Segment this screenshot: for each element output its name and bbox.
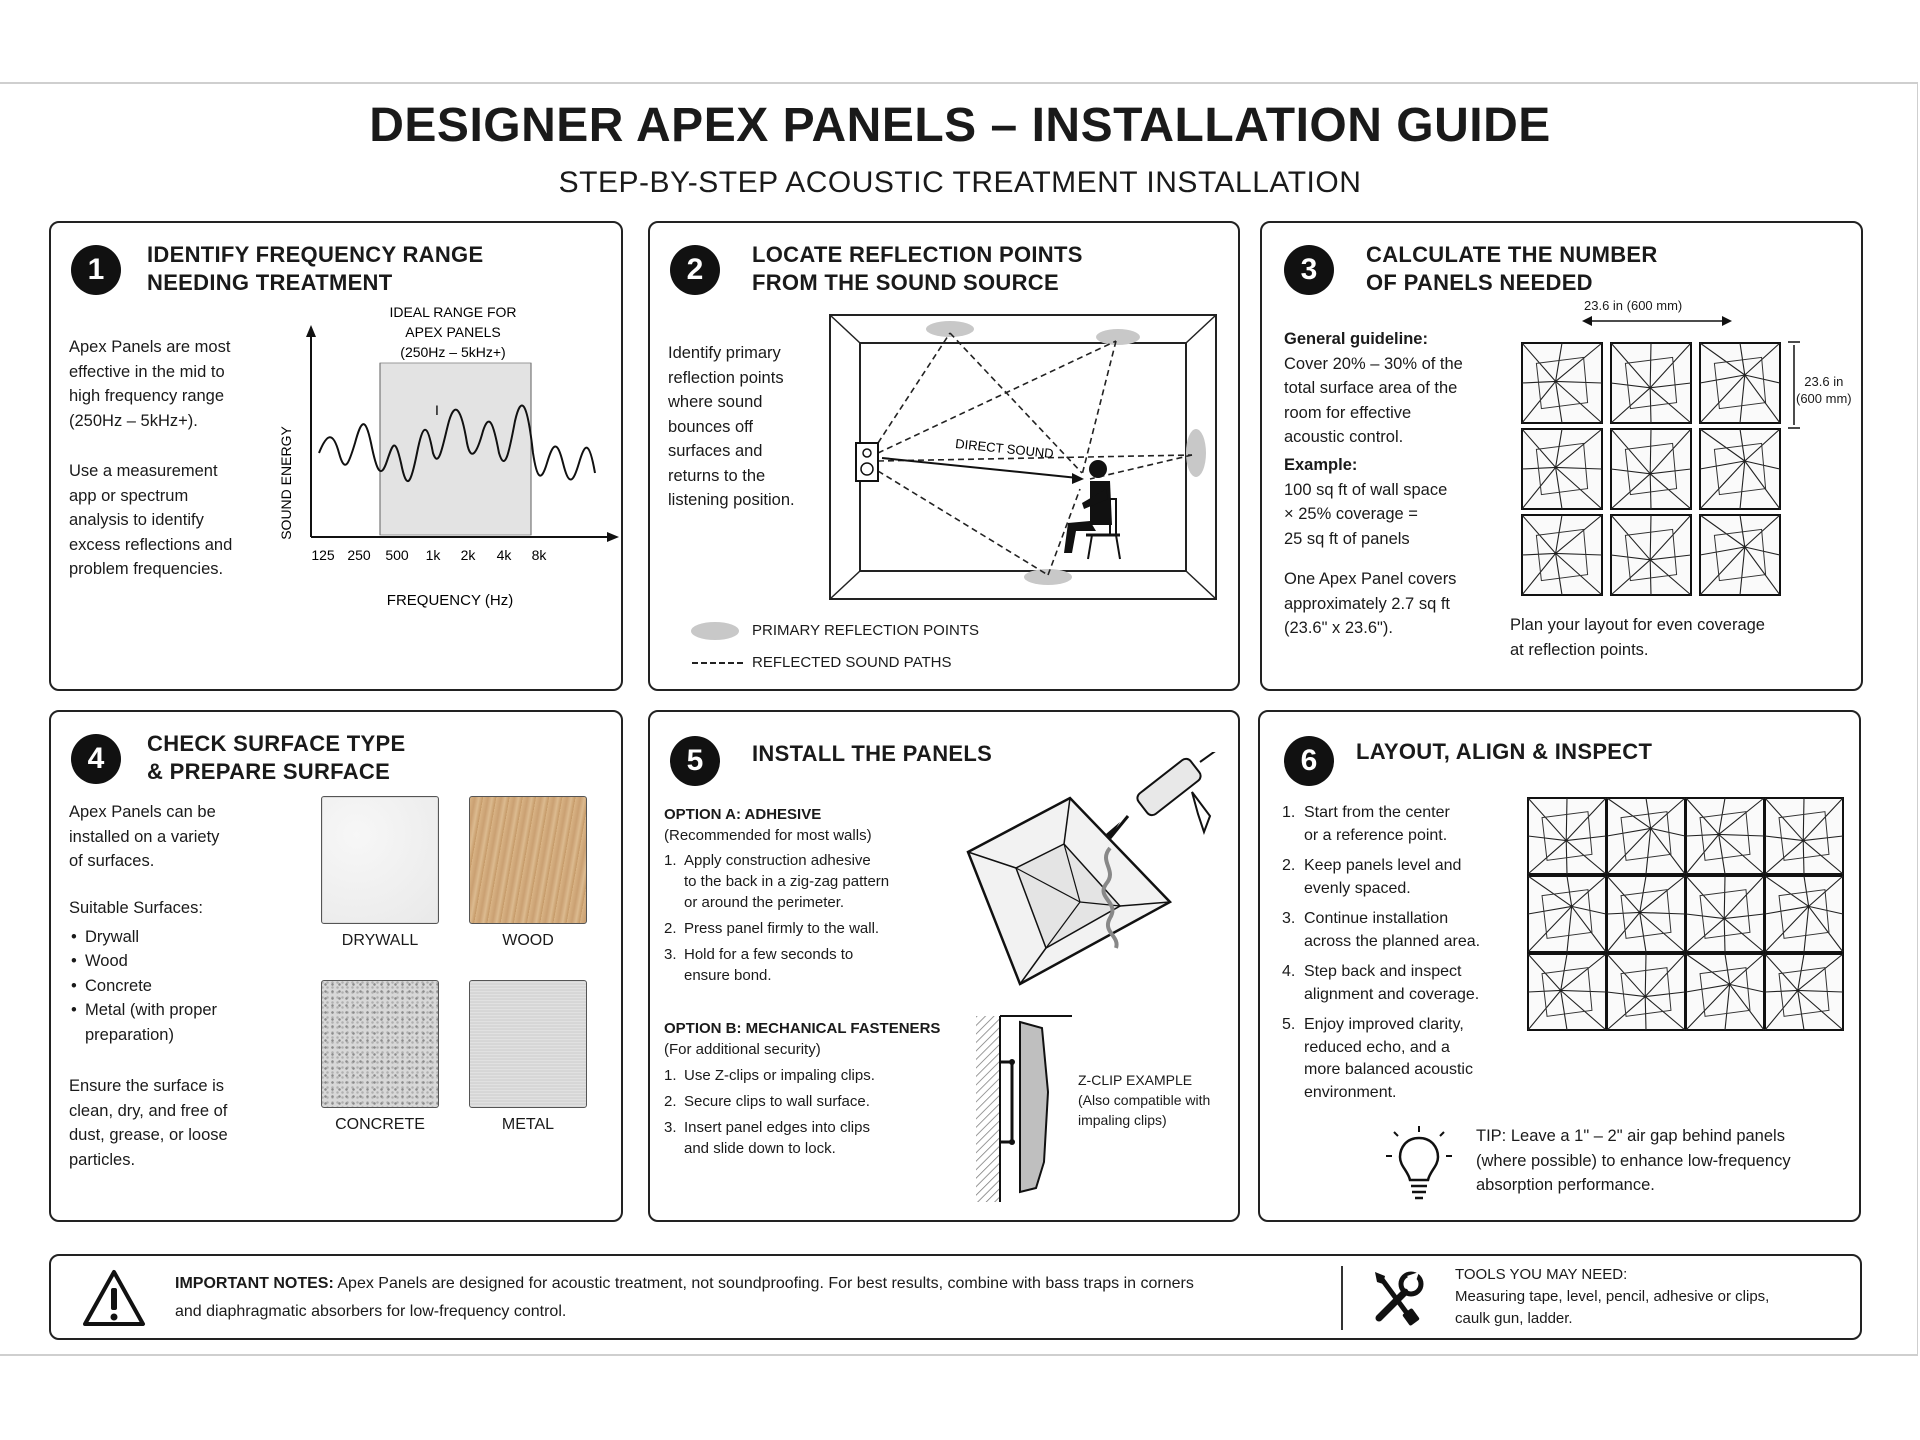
swatch-concrete-label: CONCRETE	[335, 1116, 425, 1133]
step-3-coverage: One Apex Panel covers approximately 2.7 sq ft (23.6" x 23.6").	[1284, 570, 1457, 637]
band-marker: I	[435, 402, 439, 418]
speaker-icon	[856, 443, 878, 481]
apex-panel	[1522, 343, 1602, 423]
step-4-card	[49, 710, 623, 1222]
x-tick-label: 1k	[425, 547, 441, 563]
apex-panel	[1611, 429, 1691, 509]
apex-panel	[1528, 876, 1606, 952]
apex-panel	[1607, 876, 1685, 952]
apex-panel	[1686, 798, 1764, 874]
x-tick-label: 500	[385, 547, 409, 563]
x-tick-label: 125	[311, 547, 335, 563]
band-label-1: IDEAL RANGE FOR	[389, 304, 517, 320]
x-axis-label: FREQUENCY (Hz)	[386, 592, 514, 609]
apex-panel	[1611, 343, 1691, 423]
step-5-number: 5	[670, 736, 720, 786]
option-a: OPTION A: ADHESIVE (Recommended for most walls) 1. Apply construction adhesive to the back in a zig-zag pattern or around the perimeter. 2. Press panel firmly to the wall. 3. Hold for a few seconds to ensure bond.	[664, 806, 890, 984]
apex-panel	[1528, 954, 1606, 1030]
reflection-point-ceiling-1	[926, 321, 974, 337]
apex-panel	[1686, 876, 1764, 952]
step-5-title: INSTALL THE PANELS	[752, 741, 993, 766]
step-4-ensure: Ensure the surface is clean, dry, and free of dust, grease, or loose particles.	[69, 1077, 228, 1169]
legend-reflection-points: PRIMARY REFLECTION POINTS	[752, 622, 979, 639]
apex-panel	[1607, 954, 1685, 1030]
reflection-point-ceiling-2	[1096, 329, 1140, 345]
lightbulb-icon	[1384, 1124, 1454, 1204]
x-tick-label: 250	[347, 547, 371, 563]
page-title: DESIGNER APEX PANELS – INSTALLATION GUIDE	[369, 99, 1551, 152]
step-2-title: LOCATE REFLECTION POINTS FROM THE SOUND SOURCE	[752, 242, 1083, 295]
width-dimension-arrow	[1582, 313, 1732, 329]
direct-sound-label: DIRECT SOUND	[954, 435, 1055, 462]
step-3-example: Example: 100 sq ft of wall space × 25% coverage = 25 sq ft of panels	[1284, 456, 1448, 548]
direct-sound-path	[882, 458, 1078, 478]
reflection-point-side	[1186, 429, 1206, 477]
apex-panel	[1700, 429, 1780, 509]
step-1-text-measure: Use a measurement app or spectrum analysis to identify excess reflections and problem frequencies.	[69, 462, 233, 578]
step-4-surfaces: Suitable Surfaces: • Drywall • Wood • Concrete • Metal (with proper preparation)	[69, 896, 217, 1047]
apex-panel	[1765, 876, 1843, 952]
surface-wood: • Wood	[69, 949, 217, 974]
apex-panel	[1700, 343, 1780, 423]
tip-text: TIP: Leave a 1" – 2" air gap behind panels (where possible) to enhance low-frequency absorption performance.	[1476, 1127, 1791, 1194]
caulk-gun-icon	[1106, 752, 1228, 838]
notes-divider	[1341, 1266, 1343, 1330]
page-subtitle: STEP-BY-STEP ACOUSTIC TREATMENT INSTALLATION	[558, 166, 1362, 199]
panel-width-dimension: 23.6 in (600 mm)	[1584, 298, 1683, 313]
band-label-2: APEX PANELS	[405, 324, 501, 340]
x-tick-label: 4k	[496, 547, 512, 563]
swatch-metal-label: METAL	[501, 1116, 555, 1133]
apex-panel	[1607, 798, 1685, 874]
tools-text: TOOLS YOU MAY NEED: Measuring tape, level, pencil, adhesive or clips, caulk gun, ladder.	[1455, 1266, 1770, 1327]
step-6-card	[1258, 710, 1861, 1222]
z-clip-caption: Z-CLIP EXAMPLE (Also compatible with impaling clips)	[1078, 1072, 1211, 1128]
x-tick-label: 8k	[531, 547, 547, 563]
surface-concrete: • Concrete	[69, 974, 217, 999]
reflection-point-floor	[1024, 569, 1072, 585]
apex-panel	[1765, 798, 1843, 874]
step-6-title: LAYOUT, ALIGN & INSPECT	[1356, 739, 1653, 764]
apex-panel	[1686, 954, 1764, 1030]
step-4-intro: Apex Panels can be installed on a variety of surfaces.	[69, 803, 220, 870]
step-3-number: 3	[1284, 245, 1334, 295]
swatch-drywall	[321, 796, 439, 924]
apex-panel	[1765, 954, 1843, 1030]
step-3-card	[1260, 221, 1863, 691]
apex-panel	[1522, 515, 1602, 595]
step-2-text: Identify primary reflection points where sound bounces off surfaces and returns to the listening position.	[668, 344, 795, 509]
step-3-plan-text: Plan your layout for even coverage at reflection points.	[1510, 616, 1765, 659]
surface-drywall: • Drywall	[69, 925, 217, 950]
swatch-drywall-label: DRYWALL	[341, 932, 419, 949]
apex-panel	[1700, 515, 1780, 595]
step-5-card	[648, 710, 1240, 1222]
swatch-wood-label: WOOD	[502, 932, 554, 949]
step-1-card	[49, 221, 623, 691]
swatch-wood	[469, 796, 587, 924]
x-tick-label: 2k	[460, 547, 476, 563]
notes-text: IMPORTANT NOTES: Apex Panels are designed for acoustic treatment, not soundproofing. For best results, combine with bass traps in corners and diaphragmatic absorbers for low-frequency control.	[175, 1275, 1194, 1320]
important-notes-bar	[49, 1254, 1862, 1340]
step-2-number: 2	[670, 245, 720, 295]
z-clip-illustration	[972, 1012, 1082, 1212]
step-4-title: CHECK SURFACE TYPE & PREPARE SURFACE	[147, 731, 406, 784]
panel-grid-4x3	[1526, 796, 1844, 1032]
adhesive-panel-illustration	[960, 752, 1240, 1002]
band-label-3: (250Hz – 5kHz+)	[400, 344, 506, 360]
apex-panel	[1611, 515, 1691, 595]
step-1-text-effective: Apex Panels are most effective in the mid to high frequency range (250Hz – 5kHz+).	[69, 338, 231, 430]
swatch-concrete	[321, 980, 439, 1108]
legend-reflected-paths: REFLECTED SOUND PATHS	[752, 654, 952, 671]
step-1-title: IDENTIFY FREQUENCY RANGE NEEDING TREATMENT	[147, 242, 484, 295]
apex-panel	[1528, 798, 1606, 874]
apex-panel	[1522, 429, 1602, 509]
step-1-number: 1	[71, 245, 121, 295]
step-6-number: 6	[1284, 736, 1334, 786]
frequency-chart	[271, 303, 621, 623]
step-6-steps: 1. Start from the center or a reference point. 2. Keep panels level and evenly spaced. 3. Continue installation across the planned area. 4. Step back and inspect alignment and coverage. 5. Enjoy improved clarity, reduced echo, and a more balanced acoustic environment.	[1282, 804, 1481, 1101]
legend-icons	[690, 617, 750, 677]
swatch-metal	[469, 980, 587, 1108]
x-ticks	[311, 547, 547, 563]
step-2-card	[648, 221, 1240, 691]
step-3-title: CALCULATE THE NUMBER OF PANELS NEEDED	[1366, 242, 1658, 295]
step-4-number: 4	[71, 734, 121, 784]
wrench-screwdriver-icon	[1369, 1268, 1429, 1328]
surface-metal: • Metal (with proper	[69, 998, 217, 1023]
option-b: OPTION B: MECHANICAL FASTENERS (For additional security) 1. Use Z-clips or impaling clips. 2. Secure clips to wall surface. 3. Insert panel edges into clips and slide down to lock.	[664, 1020, 941, 1157]
reflection-diagram	[820, 303, 1230, 623]
step-3-guideline: General guideline: Cover 20% – 30% of the total surface area of the room for effective acoustic control.	[1284, 330, 1463, 446]
panel-grid-3x3	[1520, 341, 1790, 601]
warning-triangle-icon	[81, 1268, 147, 1328]
y-axis-label: SOUND ENERGY	[278, 426, 294, 540]
panel-height-dimension: 23.6 in (600 mm)	[1796, 374, 1852, 406]
